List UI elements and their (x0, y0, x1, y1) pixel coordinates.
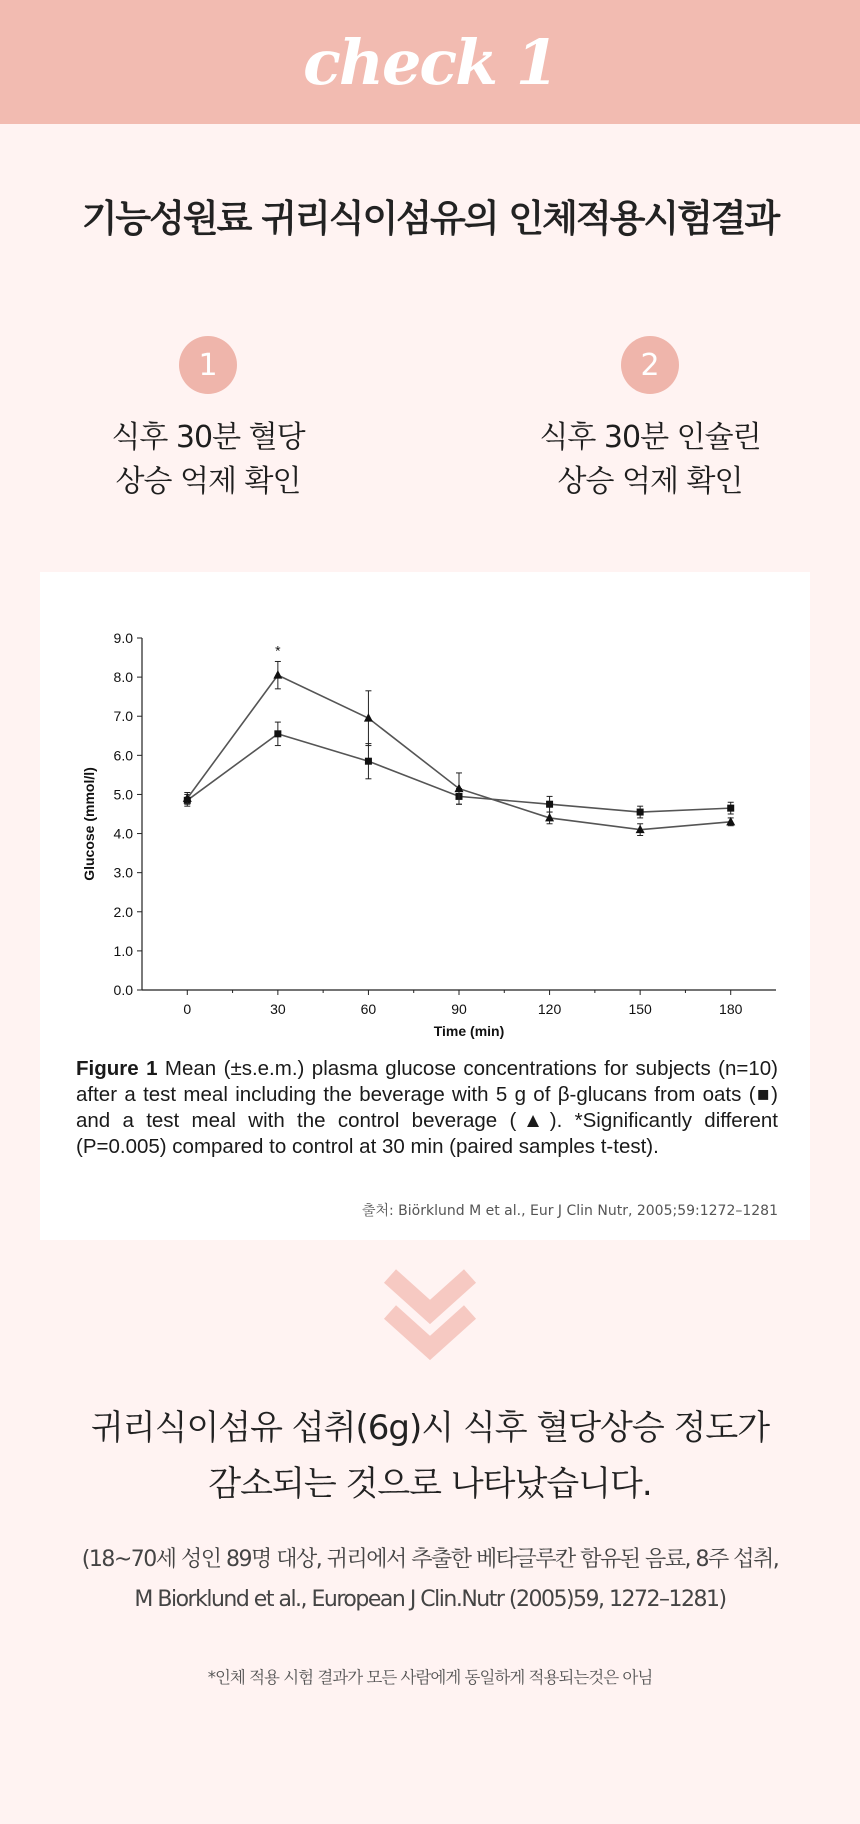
data-point-square (637, 809, 644, 816)
x-tick-label: 90 (451, 1001, 467, 1017)
point-2-line1: 식후 30분 인슐린 (539, 420, 761, 455)
x-tick-label: 180 (719, 1001, 743, 1017)
data-point-square (274, 730, 281, 737)
x-axis-label: Time (min) (433, 1023, 505, 1039)
point-1-badge: 1 (179, 336, 237, 394)
x-tick-label: 30 (270, 1001, 286, 1017)
conclusion (0, 1400, 860, 1512)
figure-caption-text: Mean (±s.e.m.) plasma glucose concentrations for subjects (n=10) after a test meal including the beverage with 5 g of β-glucans from oats (■) and a test meal with the control beverage (▲). *Significantly different (P=0.005) compared to control at 30 min (paired samples t-test). (76, 1057, 778, 1158)
y-tick-label: 7.0 (113, 708, 133, 725)
point-2-badge: 2 (621, 336, 679, 394)
data-point-triangle (455, 784, 464, 793)
x-tick-label: 60 (360, 1001, 377, 1017)
y-tick-label: 4.0 (113, 825, 133, 842)
data-point-square (546, 801, 553, 808)
figure-source: 출처: Biörklund M et al., Eur J Clin Nutr, 2005;59:1272–1281 (361, 1203, 778, 1219)
x-tick-label: 0 (183, 1001, 192, 1017)
significance-marker: * (275, 642, 281, 659)
data-point-triangle (273, 670, 282, 679)
point-2-text (500, 416, 800, 504)
figure-caption (76, 1056, 778, 1160)
y-tick-label: 1.0 (113, 942, 133, 959)
point-1-line1: 식후 30분 혈당 (111, 420, 305, 455)
conclusion-line2: 감소되는 것으로 나타났습니다. (208, 1464, 652, 1504)
point-1 (58, 336, 358, 504)
point-1-text (58, 416, 358, 504)
y-tick-label: 6.0 (113, 747, 133, 764)
study-reference-line1: (18~70세 성인 89명 대상, 귀리에서 추출한 베타글루칸 함유된 음료, 8주 섭취, (81, 1547, 779, 1572)
point-2-line2: 상승 억제 확인 (557, 464, 743, 499)
study-reference (0, 1540, 860, 1620)
x-tick-label: 120 (537, 1001, 562, 1017)
glucose-chart (40, 572, 810, 1052)
data-point-square (727, 805, 734, 812)
conclusion-line1: 귀리식이섬유 섭취(6g)시 식후 혈당상승 정도가 (90, 1408, 770, 1448)
header-title: check 1 (303, 25, 557, 99)
x-tick-label: 150 (628, 1001, 652, 1017)
series-triangle-line (187, 675, 730, 829)
page-title: 기능성원료 귀리식이섬유의 인체적용시험결과 (81, 197, 779, 240)
data-point-square (365, 758, 372, 765)
y-tick-label: 5.0 (113, 786, 133, 803)
y-axis-label: Glucose (mmol/l) (81, 767, 97, 881)
chevron-down-icon (382, 1266, 478, 1362)
y-tick-label: 3.0 (113, 864, 133, 881)
y-tick-label: 0.0 (113, 982, 133, 998)
figure-caption-label: Figure 1 (76, 1057, 158, 1080)
header-banner (0, 0, 860, 124)
disclaimer: *인체 적용 시험 결과가 모든 사람에게 동일하게 적용되는것은 아님 (207, 1668, 653, 1687)
y-tick-label: 2.0 (113, 903, 133, 920)
y-tick-label: 8.0 (113, 669, 133, 686)
figure-card (40, 572, 810, 1240)
point-2 (500, 336, 800, 504)
study-reference-line2: M Biorklund et al., European J Clin.Nutr (2005)59, 1272–1281) (134, 1587, 726, 1612)
point-1-line2: 상승 억제 확인 (115, 464, 301, 499)
y-tick-label: 9.0 (113, 630, 133, 646)
data-point-triangle (726, 817, 735, 826)
